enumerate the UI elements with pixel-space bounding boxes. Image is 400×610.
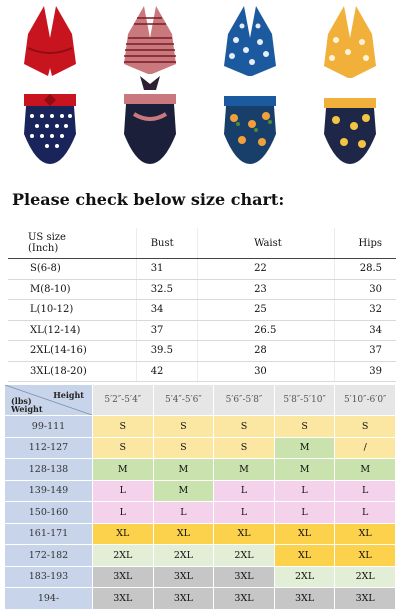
size-recommendation-cell: M (335, 459, 396, 481)
height-header-cell: 5′6″-5′8″ (214, 385, 275, 416)
weight-cell: 161-171 (5, 523, 93, 545)
size-recommendation-cell: M (214, 459, 275, 481)
size-cell: 2XL(14-16) (8, 341, 136, 362)
size-recommendation-cell: XL (274, 523, 335, 545)
weight-row (5, 545, 396, 567)
measurement-row (8, 259, 396, 280)
size-recommendation-cell: S (214, 416, 275, 438)
size-recommendation-cell: 3XL (93, 588, 154, 610)
size-recommendation-cell: 3XL (153, 588, 214, 610)
weight-cell: 99-111 (5, 416, 93, 438)
weight-cell: 172-182 (5, 545, 93, 567)
size-recommendation-cell: XL (214, 523, 275, 545)
size-recommendation-cell: 3XL (153, 566, 214, 588)
size-recommendation-cell: L (214, 502, 275, 524)
size-recommendation-cell: XL (274, 545, 335, 567)
size-recommendation-cell: M (153, 480, 214, 502)
weight-cell: 128-138 (5, 459, 93, 481)
size-recommendation-cell: M (274, 437, 335, 459)
hips-cell: 30 (335, 279, 396, 300)
height-header-cell: 5′2″-5′4″ (93, 385, 154, 416)
size-recommendation-cell: XL (335, 523, 396, 545)
size-recommendation-cell: L (153, 502, 214, 524)
corner-header: Height (lbs) Weight (5, 385, 93, 416)
size-recommendation-cell: 2XL (214, 545, 275, 567)
bust-cell: 32.5 (136, 279, 197, 300)
weight-cell: 183-193 (5, 566, 93, 588)
bust-cell: 37 (136, 320, 197, 341)
measurement-size-table (8, 228, 396, 382)
size-recommendation-cell: L (274, 502, 335, 524)
size-recommendation-cell: S (214, 437, 275, 459)
size-recommendation-cell: 2XL (335, 566, 396, 588)
size-chart-heading: Please check below size chart: (12, 190, 285, 209)
header-size: US size (Inch) (8, 228, 136, 259)
waist-cell: 22 (198, 259, 335, 280)
size-recommendation-cell: M (153, 459, 214, 481)
size-recommendation-cell: 2XL (274, 566, 335, 588)
measurement-header-row (8, 228, 396, 259)
weight-cell: 112-127 (5, 437, 93, 459)
swimsuit-yellow-image (304, 4, 396, 168)
bust-cell: 39.5 (136, 341, 197, 362)
waist-cell: 25 (198, 300, 335, 321)
header-bust: Bust (136, 228, 197, 259)
size-recommendation-cell: S (274, 416, 335, 438)
height-header-row (5, 385, 396, 416)
size-recommendation-cell: M (274, 459, 335, 481)
size-recommendation-cell: XL (153, 523, 214, 545)
size-recommendation-cell: S (153, 437, 214, 459)
size-recommendation-cell: 3XL (214, 588, 275, 610)
size-recommendation-cell: S (93, 437, 154, 459)
weight-cell: 150-160 (5, 502, 93, 524)
weight-row (5, 416, 396, 438)
size-recommendation-cell: L (335, 480, 396, 502)
hips-cell: 37 (335, 341, 396, 362)
header-waist: Waist (198, 228, 335, 259)
size-recommendation-cell: M (93, 459, 154, 481)
height-header-cell: 5′8″-5′10″ (274, 385, 335, 416)
bust-cell: 34 (136, 300, 197, 321)
weight-row (5, 523, 396, 545)
waist-cell: 30 (198, 361, 335, 382)
measurement-row (8, 341, 396, 362)
height-header-cell: 5′10″-6′0″ (335, 385, 396, 416)
size-recommendation-cell: XL (93, 523, 154, 545)
hips-cell: 32 (335, 300, 396, 321)
weight-row (5, 502, 396, 524)
swimsuit-striped-image (104, 4, 196, 168)
bust-cell: 42 (136, 361, 197, 382)
size-recommendation-cell: L (274, 480, 335, 502)
measurement-row (8, 300, 396, 321)
size-recommendation-cell: 3XL (335, 588, 396, 610)
waist-cell: 23 (198, 279, 335, 300)
size-recommendation-cell: 3XL (93, 566, 154, 588)
weight-row (5, 566, 396, 588)
measurement-row (8, 361, 396, 382)
size-recommendation-cell: L (93, 480, 154, 502)
measurement-row (8, 279, 396, 300)
size-recommendation-cell: S (335, 416, 396, 438)
weight-row (5, 459, 396, 481)
hips-cell: 28.5 (335, 259, 396, 280)
size-recommendation-cell: 2XL (93, 545, 154, 567)
size-recommendation-cell: 3XL (214, 566, 275, 588)
size-recommendation-cell: L (93, 502, 154, 524)
size-recommendation-cell: S (93, 416, 154, 438)
size-cell: M(8-10) (8, 279, 136, 300)
hips-cell: 34 (335, 320, 396, 341)
weight-row (5, 480, 396, 502)
header-hips: Hips (335, 228, 396, 259)
waist-cell: 28 (198, 341, 335, 362)
hips-cell: 39 (335, 361, 396, 382)
height-header-cell: 5′4″-5′6″ (153, 385, 214, 416)
bust-cell: 31 (136, 259, 197, 280)
size-cell: L(10-12) (8, 300, 136, 321)
size-recommendation-cell: S (153, 416, 214, 438)
size-cell: 3XL(18-20) (8, 361, 136, 382)
swimsuit-blue-dot-image (204, 4, 296, 168)
weight-height-size-table (4, 384, 396, 610)
size-cell: XL(12-14) (8, 320, 136, 341)
waist-cell: 26.5 (198, 320, 335, 341)
size-recommendation-cell: L (214, 480, 275, 502)
weight-cell: 139-149 (5, 480, 93, 502)
weight-row (5, 588, 396, 610)
product-photos (0, 0, 400, 172)
weight-cell: 194- (5, 588, 93, 610)
size-recommendation-cell: 3XL (274, 588, 335, 610)
size-recommendation-cell: / (335, 437, 396, 459)
size-recommendation-cell: 2XL (153, 545, 214, 567)
swimsuit-red-image (4, 4, 96, 168)
size-cell: S(6-8) (8, 259, 136, 280)
size-recommendation-cell: XL (335, 545, 396, 567)
weight-row (5, 437, 396, 459)
size-recommendation-cell: L (335, 502, 396, 524)
measurement-row (8, 320, 396, 341)
